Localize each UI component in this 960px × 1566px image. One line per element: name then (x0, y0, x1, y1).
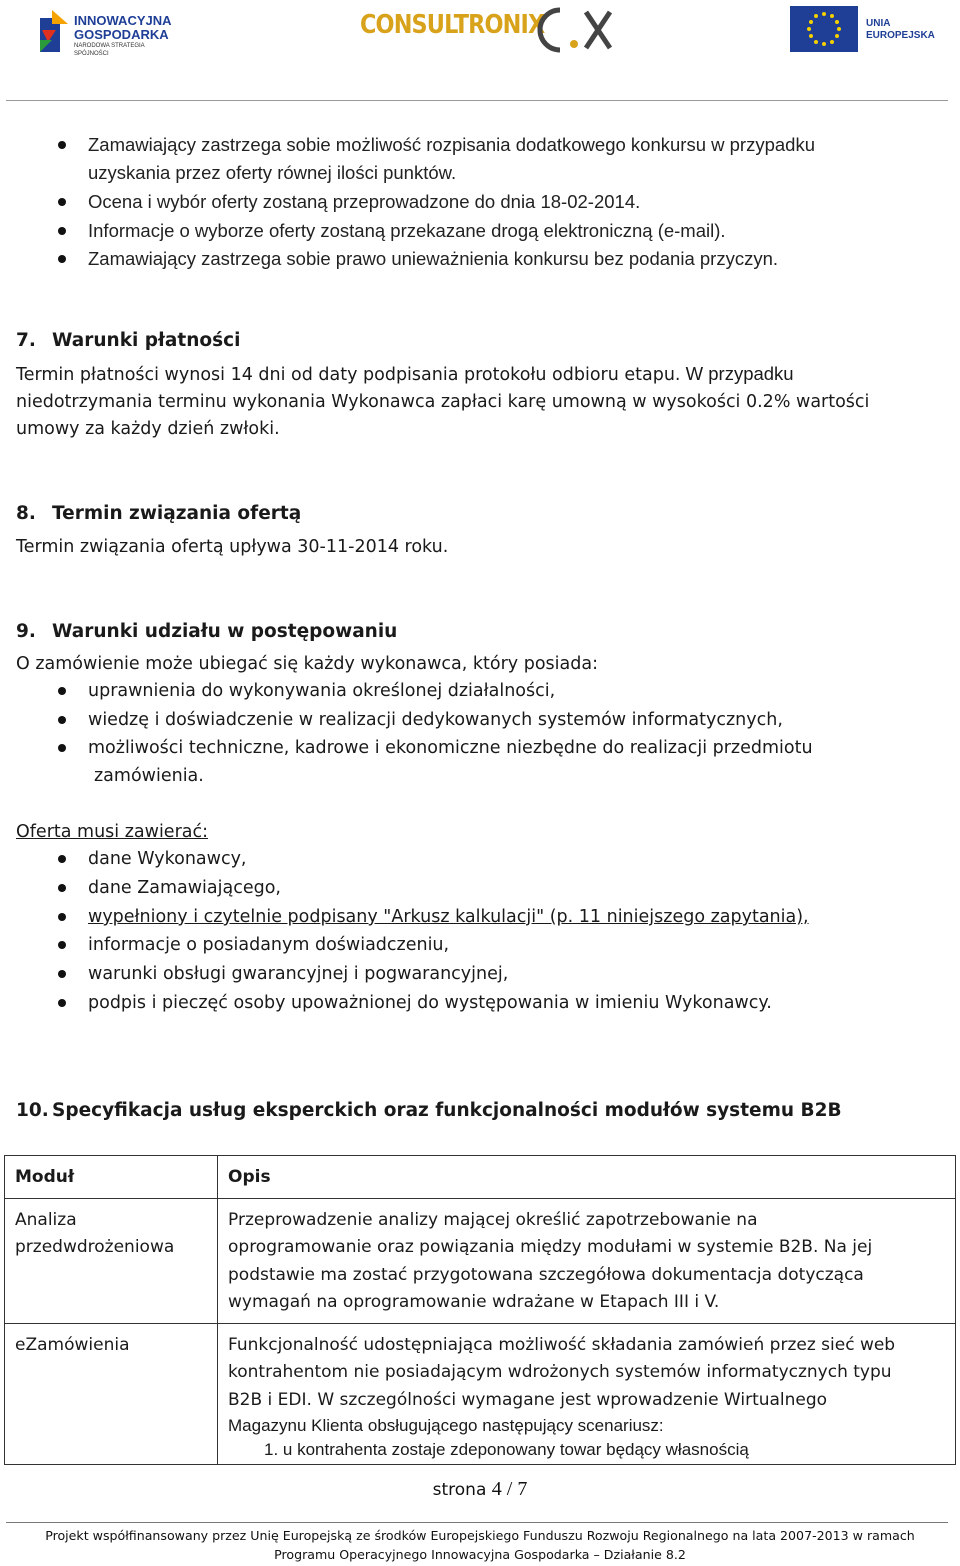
module-line: eZamówienia (15, 1334, 130, 1355)
list-item: wiedzę i doświadczenie w realizacji dedykowanych systemów informatycznych, (88, 710, 783, 730)
eu-line2: EUROPEJSKA (866, 30, 935, 41)
eu-flag-icon (790, 6, 858, 52)
list-item: Ocena i wybór oferty zostaną przeprowadzone do dnia 18-02-2014. (88, 191, 641, 212)
desc-line: podstawie ma zostać przygotowana szczegółowa dokumentacja dotycząca (228, 1264, 864, 1285)
bullet-icon (58, 227, 66, 235)
desc-line: Przeprowadzenie analizy mającej określić zapotrzebowanie na (228, 1209, 758, 1230)
bullet-icon (58, 884, 66, 892)
table-row (5, 1198, 956, 1323)
desc-line: Funkcjonalność udostępniająca możliwość składania zamówień przez sieć web (228, 1334, 896, 1355)
section-7-line2: niedotrzymania terminu wykonania Wykonawca zapłaci karę umowną w wysokości 0.2% wartości (16, 392, 870, 412)
section-8-title: Termin związania ofertą (52, 503, 302, 524)
list-item: możliwości techniczne, kadrowe i ekonomiczne niezbędne do realizacji przedmiotu (88, 738, 813, 758)
ig-line1: INNOWACYJNA (74, 13, 172, 28)
list-item: Zamawiający zastrzega sobie prawo unieważnienia konkursu bez podania przyczyn. (88, 248, 779, 269)
spec-table (4, 1155, 956, 1465)
section-10-number: 10. (16, 1100, 49, 1121)
section-9-title: Warunki udziału w postępowaniu (52, 621, 398, 642)
desc-line: Magazynu Klienta obsługującego następujący scenariusz: (228, 1416, 664, 1435)
desc-line: wymagań na oprogramowanie wdrażane w Etapach III i V. (228, 1292, 720, 1312)
table-cell-desc (218, 1198, 956, 1323)
header-divider (6, 100, 948, 101)
section-7-line1b: W przypadku (680, 363, 794, 384)
list-item: podpis i pieczęć osoby upoważnionej do występowania w imieniu Wykonawcy. (88, 993, 772, 1013)
consultronix-wordmark: CONSULTRONIX (360, 10, 545, 40)
section-7-text (16, 360, 794, 389)
page-number (0, 1478, 960, 1501)
bullet-icon (58, 716, 66, 724)
list-item: wypełniony i czytelnie podpisany "Arkusz kalkulacji" (p. 11 niniejszego zapytania), (88, 907, 809, 927)
table-cell-desc (218, 1323, 956, 1465)
footer-line2: Programu Operacyjnego Innowacyjna Gospodarka – Działanie 8.2 (274, 1547, 686, 1562)
desc-line: kontrahentom nie posiadającym wdrożonych systemów informatycznych typu (228, 1362, 892, 1382)
header-logos (0, 0, 960, 70)
desc-line (228, 1387, 945, 1415)
list-item: dane Wykonawcy, (88, 849, 247, 869)
page-total: 7 (517, 1478, 528, 1500)
table-header-desc: Opis (218, 1156, 956, 1199)
module-line: Analiza (15, 1209, 77, 1230)
ig-line2: GOSPODARKA (74, 27, 169, 42)
list-item: zamówienia. (94, 766, 204, 786)
section-7-line3: umowy za każdy dzień zwłoki. (16, 419, 280, 439)
page-sep: / (501, 1478, 518, 1500)
section-8-line1: Termin związania ofertą upływa 30-11-2014 roku. (16, 537, 449, 557)
footer-divider (6, 1522, 948, 1523)
table-header-module: Moduł (5, 1156, 218, 1199)
list-item: Zamawiający zastrzega sobie możliwość rozpisania dodatkowego konkursu w przypadku (88, 134, 815, 155)
table-cell-module (5, 1323, 218, 1465)
footer-line1: Projekt współfinansowany przez Unię Europejską ze środków Europejskiego Funduszu Rozwoju Regionalnego na lata 2007-2013 w ramach (45, 1528, 915, 1543)
section-10-title: Specyfikacja usług eksperckich oraz funkcjonalności modułów systemu B2B (52, 1100, 842, 1121)
bullet-icon (58, 941, 66, 949)
eu-line1: UNIA (866, 18, 891, 29)
cx-emblem-icon (530, 4, 620, 56)
bullet-icon (58, 744, 66, 752)
page-current: 4 (491, 1478, 502, 1500)
table-cell-module (5, 1198, 218, 1323)
bullet-icon (58, 255, 66, 263)
bullet-icon (58, 999, 66, 1007)
ig-line3: NARODOWA STRATEGIA SPÓJNOŚCI (74, 43, 145, 57)
section-9-intro: O zamówienie może ubiegać się każdy wykonawca, który posiada: (16, 654, 598, 674)
bullet-icon (58, 913, 66, 921)
bullet-icon (58, 970, 66, 978)
list-item: uprawnienia do wykonywania określonej działalności, (88, 681, 556, 701)
consultronix-logo (360, 4, 545, 56)
cx-logo (530, 4, 620, 56)
bullet-icon (58, 141, 66, 149)
bullet-icon (58, 855, 66, 863)
page-prefix: strona (432, 1480, 492, 1500)
innowacyjna-gospodarka-logo (38, 8, 178, 58)
desc-line-part: B2B i EDI. W szczególności wymagane jest wprowadzenie Wirtualnego (228, 1389, 828, 1410)
ig-emblem-icon (38, 10, 70, 54)
table-row (5, 1323, 956, 1465)
section-8-number: 8. (16, 503, 36, 524)
list-item: Informacje o wyborze oferty zostaną przekazane drogą elektroniczną (e-mail). (88, 220, 726, 241)
section-9-number: 9. (16, 621, 36, 642)
eu-logo (790, 6, 940, 56)
desc-line: oprogramowanie oraz powiązania między modułami w systemie B2B. Na jej (228, 1237, 873, 1257)
list-item: uzyskania przez oferty równej ilości punktów. (88, 162, 457, 183)
section-7-number: 7. (16, 330, 36, 351)
list-item: informacje o posiadanym doświadczeniu, (88, 935, 450, 955)
bullet-icon (58, 198, 66, 206)
bullet-icon (58, 687, 66, 695)
offer-heading: Oferta musi zawierać: (16, 822, 209, 842)
module-line: przedwdrożeniowa (15, 1237, 175, 1257)
desc-line: 1. u kontrahenta zostaje zdeponowany towar będący własnością (264, 1440, 749, 1459)
section-7-title: Warunki płatności (52, 330, 241, 351)
list-item: dane Zamawiającego, (88, 878, 281, 898)
section-7-line1: Termin płatności wynosi 14 dni od daty podpisania protokołu odbioru etapu. (16, 365, 681, 385)
table-header-row (5, 1156, 956, 1199)
list-item: warunki obsługi gwarancyjnej i pogwarancyjnej, (88, 964, 509, 984)
